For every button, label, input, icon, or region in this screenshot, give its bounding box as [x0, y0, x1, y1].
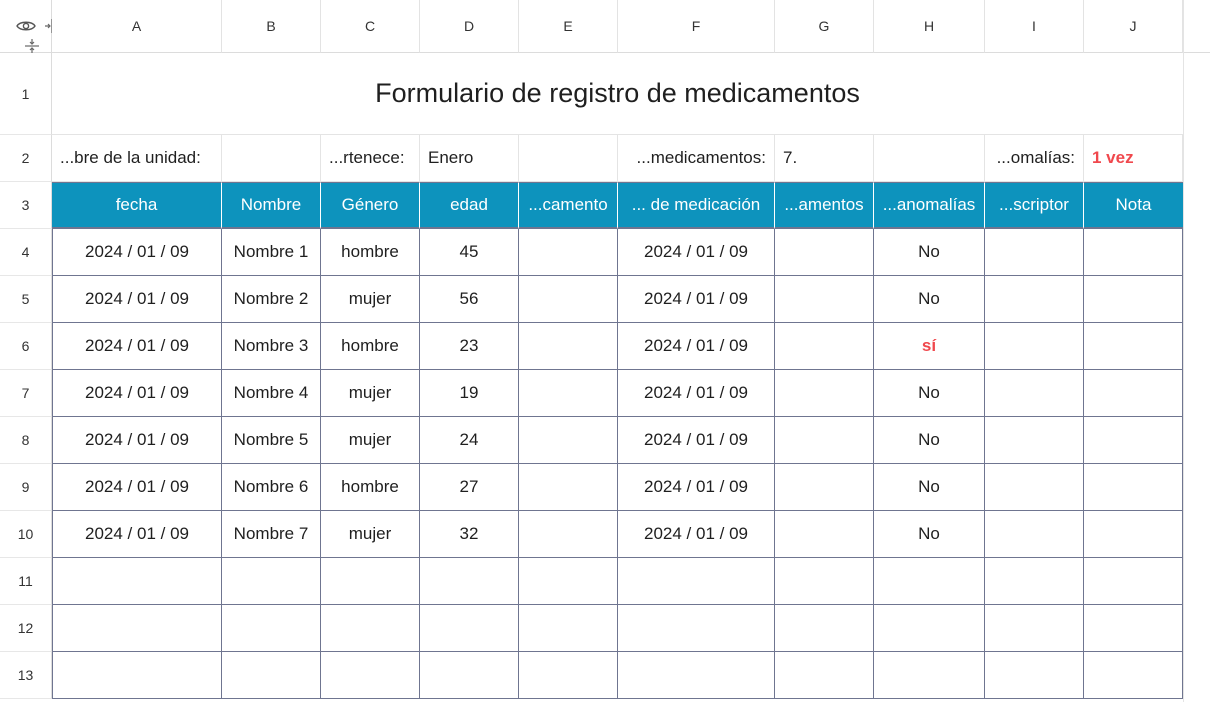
cell-h2[interactable] [874, 135, 985, 182]
cell-medicamento[interactable] [519, 370, 618, 417]
cell-fecha-medicacion[interactable]: 2024 / 01 / 09 [618, 417, 775, 464]
cell-medicamento[interactable] [519, 417, 618, 464]
empty-cell[interactable] [222, 558, 321, 605]
cell-anomalias[interactable]: No [874, 276, 985, 323]
cell-nombre[interactable]: Nombre 2 [222, 276, 321, 323]
cell-genero[interactable]: mujer [321, 417, 420, 464]
cell-medicamentos[interactable] [775, 229, 874, 276]
cell-nota[interactable] [1084, 464, 1183, 511]
column-header-b[interactable]: B [222, 0, 321, 53]
cell-nota[interactable] [1084, 276, 1183, 323]
empty-cell[interactable] [775, 652, 874, 699]
header-genero[interactable]: Género [321, 182, 420, 229]
empty-cell[interactable] [420, 652, 519, 699]
header-anomalias[interactable]: ...anomalías [874, 182, 985, 229]
empty-cell[interactable] [874, 605, 985, 652]
header-fecha[interactable]: fecha [52, 182, 222, 229]
row-header-9[interactable]: 9 [0, 464, 52, 511]
select-all-corner[interactable] [0, 0, 52, 53]
cell-fecha-medicacion[interactable]: 2024 / 01 / 09 [618, 464, 775, 511]
cell-fecha[interactable]: 2024 / 01 / 09 [52, 229, 222, 276]
empty-cell[interactable] [52, 605, 222, 652]
cell-fecha-medicacion[interactable]: 2024 / 01 / 09 [618, 370, 775, 417]
column-header-i[interactable]: I [985, 0, 1084, 53]
cell-genero[interactable]: hombre [321, 229, 420, 276]
cell-prescriptor[interactable] [985, 511, 1084, 558]
cell-unit-name-value[interactable] [222, 135, 321, 182]
cell-nombre[interactable]: Nombre 4 [222, 370, 321, 417]
header-prescriptor[interactable]: ...scriptor [985, 182, 1084, 229]
sheet-title[interactable]: Formulario de registro de medicamentos [52, 53, 1183, 135]
cell-fecha-medicacion[interactable]: 2024 / 01 / 09 [618, 323, 775, 370]
empty-cell[interactable] [874, 558, 985, 605]
empty-cell[interactable] [618, 558, 775, 605]
cell-medicamentos[interactable] [775, 276, 874, 323]
cell-genero[interactable]: hombre [321, 464, 420, 511]
cell-fecha-medicacion[interactable]: 2024 / 01 / 09 [618, 511, 775, 558]
empty-cell[interactable] [874, 652, 985, 699]
empty-cell[interactable] [985, 652, 1084, 699]
cell-belongs-label[interactable]: ...rtenece: [321, 135, 420, 182]
empty-cell[interactable] [420, 605, 519, 652]
empty-cell[interactable] [519, 652, 618, 699]
cell-nota[interactable] [1084, 229, 1183, 276]
cell-prescriptor[interactable] [985, 229, 1084, 276]
cell-edad[interactable]: 56 [420, 276, 519, 323]
empty-cell[interactable] [222, 605, 321, 652]
cell-prescriptor[interactable] [985, 417, 1084, 464]
cell-prescriptor[interactable] [985, 370, 1084, 417]
row-header-2[interactable]: 2 [0, 135, 52, 182]
cell-nota[interactable] [1084, 417, 1183, 464]
empty-cell[interactable] [519, 558, 618, 605]
row-header-11[interactable]: 11 [0, 558, 52, 605]
empty-cell[interactable] [775, 558, 874, 605]
row-header-6[interactable]: 6 [0, 323, 52, 370]
cell-medicamento[interactable] [519, 276, 618, 323]
cell-anomalias[interactable]: No [874, 464, 985, 511]
cell-nota[interactable] [1084, 370, 1183, 417]
header-edad[interactable]: edad [420, 182, 519, 229]
empty-cell[interactable] [618, 605, 775, 652]
cell-genero[interactable]: mujer [321, 276, 420, 323]
cell-fecha[interactable]: 2024 / 01 / 09 [52, 464, 222, 511]
column-header-c[interactable]: C [321, 0, 420, 53]
cell-medications-value[interactable]: 7. [775, 135, 874, 182]
cell-medicamento[interactable] [519, 229, 618, 276]
cell-nota[interactable] [1084, 323, 1183, 370]
empty-cell[interactable] [321, 652, 420, 699]
empty-cell[interactable] [1084, 605, 1183, 652]
cell-e2[interactable] [519, 135, 618, 182]
empty-cell[interactable] [52, 652, 222, 699]
empty-cell[interactable] [222, 652, 321, 699]
cell-medications-label[interactable]: ...medicamentos: [618, 135, 775, 182]
row-header-7[interactable]: 7 [0, 370, 52, 417]
cell-edad[interactable]: 32 [420, 511, 519, 558]
row-header-3[interactable]: 3 [0, 182, 52, 229]
empty-cell[interactable] [985, 605, 1084, 652]
cell-nota[interactable] [1084, 511, 1183, 558]
empty-cell[interactable] [321, 605, 420, 652]
empty-cell[interactable] [1084, 558, 1183, 605]
cell-medicamentos[interactable] [775, 511, 874, 558]
cell-medicamento[interactable] [519, 323, 618, 370]
cell-edad[interactable]: 45 [420, 229, 519, 276]
column-header-h[interactable]: H [874, 0, 985, 53]
cell-fecha[interactable]: 2024 / 01 / 09 [52, 511, 222, 558]
header-medicamento[interactable]: ...camento [519, 182, 618, 229]
cell-unit-name-label[interactable]: ...bre de la unidad: [52, 135, 222, 182]
header-nombre[interactable]: Nombre [222, 182, 321, 229]
cell-anomalies-value[interactable]: 1 vez [1084, 135, 1183, 182]
cell-fecha-medicacion[interactable]: 2024 / 01 / 09 [618, 276, 775, 323]
column-header-f[interactable]: F [618, 0, 775, 53]
column-header-j[interactable]: J [1084, 0, 1183, 53]
cell-anomalias[interactable]: No [874, 370, 985, 417]
column-header-extra [1183, 0, 1210, 53]
row-header-8[interactable]: 8 [0, 417, 52, 464]
cell-prescriptor[interactable] [985, 323, 1084, 370]
cell-fecha-medicacion[interactable]: 2024 / 01 / 09 [618, 229, 775, 276]
cell-medicamentos[interactable] [775, 323, 874, 370]
row-header-13[interactable]: 13 [0, 652, 52, 699]
cell-medicamento[interactable] [519, 464, 618, 511]
column-header-e[interactable]: E [519, 0, 618, 53]
empty-cell[interactable] [420, 558, 519, 605]
row-header-5[interactable]: 5 [0, 276, 52, 323]
empty-cell[interactable] [519, 605, 618, 652]
cell-nombre[interactable]: Nombre 7 [222, 511, 321, 558]
cell-fecha[interactable]: 2024 / 01 / 09 [52, 276, 222, 323]
cell-medicamentos[interactable] [775, 464, 874, 511]
column-header-d[interactable]: D [420, 0, 519, 53]
cell-nombre[interactable]: Nombre 1 [222, 229, 321, 276]
cell-nombre[interactable]: Nombre 5 [222, 417, 321, 464]
empty-cell[interactable] [618, 652, 775, 699]
cell-edad[interactable]: 19 [420, 370, 519, 417]
row-header-10[interactable]: 10 [0, 511, 52, 558]
freeze-rows-icon[interactable] [24, 38, 40, 54]
row-header-1[interactable]: 1 [0, 53, 52, 135]
empty-cell[interactable] [775, 605, 874, 652]
cell-genero[interactable]: hombre [321, 323, 420, 370]
cell-medicamentos[interactable] [775, 370, 874, 417]
cell-edad[interactable]: 24 [420, 417, 519, 464]
row-header-12[interactable]: 12 [0, 605, 52, 652]
cell-fecha[interactable]: 2024 / 01 / 09 [52, 370, 222, 417]
header-nota[interactable]: Nota [1084, 182, 1183, 229]
cell-fecha[interactable]: 2024 / 01 / 09 [52, 323, 222, 370]
header-fecha-medicacion[interactable]: ... de medicación [618, 182, 775, 229]
cell-fecha[interactable]: 2024 / 01 / 09 [52, 417, 222, 464]
cell-edad[interactable]: 27 [420, 464, 519, 511]
cell-edad[interactable]: 23 [420, 323, 519, 370]
cell-anomalias[interactable]: No [874, 229, 985, 276]
cell-anomalias[interactable]: sí [874, 323, 985, 370]
cell-medicamentos[interactable] [775, 417, 874, 464]
column-header-a[interactable]: A [52, 0, 222, 53]
cell-anomalias[interactable]: No [874, 511, 985, 558]
cell-genero[interactable]: mujer [321, 511, 420, 558]
column-header-g[interactable]: G [775, 0, 874, 53]
cell-prescriptor[interactable] [985, 464, 1084, 511]
grid-right-edge [1183, 0, 1184, 702]
empty-cell[interactable] [321, 558, 420, 605]
cell-anomalias[interactable]: No [874, 417, 985, 464]
cell-genero[interactable]: mujer [321, 370, 420, 417]
empty-cell[interactable] [1084, 652, 1183, 699]
empty-cell[interactable] [985, 558, 1084, 605]
cell-anomalies-label[interactable]: ...omalías: [985, 135, 1084, 182]
cell-belongs-value[interactable]: Enero [420, 135, 519, 182]
cell-prescriptor[interactable] [985, 276, 1084, 323]
empty-cell[interactable] [52, 558, 222, 605]
row-header-4[interactable]: 4 [0, 229, 52, 276]
cell-nombre[interactable]: Nombre 6 [222, 464, 321, 511]
eye-icon[interactable] [16, 19, 36, 33]
cell-nombre[interactable]: Nombre 3 [222, 323, 321, 370]
cell-medicamento[interactable] [519, 511, 618, 558]
header-medicamentos[interactable]: ...amentos [775, 182, 874, 229]
